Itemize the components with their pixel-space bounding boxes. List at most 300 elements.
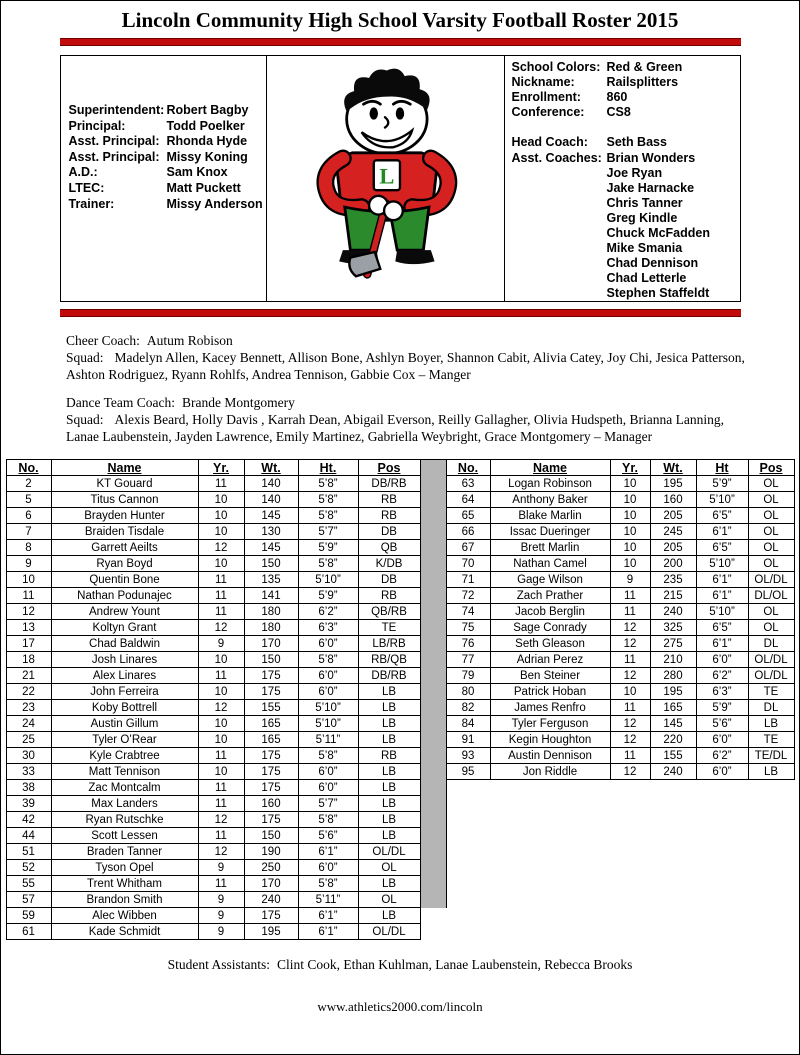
cell-ht: 6’0” xyxy=(298,780,358,796)
table-spacer xyxy=(420,812,446,828)
empty-cell xyxy=(490,812,610,828)
info-line xyxy=(512,105,740,120)
info-label: Asst. Principal: xyxy=(68,149,160,164)
cell-no: 91 xyxy=(446,732,490,748)
info-value: Seth Bass xyxy=(606,135,667,150)
info-label xyxy=(512,271,607,286)
cell-no: 74 xyxy=(446,604,490,620)
empty-cell xyxy=(610,860,650,876)
info-line xyxy=(512,196,740,211)
info-line xyxy=(512,286,740,301)
cell-name: Tyler Ferguson xyxy=(490,716,610,732)
cell-ht: 6’1” xyxy=(696,636,748,652)
cell-name: Issac Dueringer xyxy=(490,524,610,540)
info-label: A.D.: xyxy=(68,165,98,180)
cell-name: Anthony Baker xyxy=(490,492,610,508)
cell-no: 57 xyxy=(6,892,51,908)
table-row xyxy=(6,556,794,572)
cell-name: Max Landers xyxy=(51,796,198,812)
cell-name: Adrian Perez xyxy=(490,652,610,668)
info-line xyxy=(69,181,266,197)
cell-yr: 11 xyxy=(610,700,650,716)
info-value: 860 xyxy=(606,90,628,105)
info-label: Asst. Coaches: xyxy=(511,150,602,165)
cell-name: Koby Bottrell xyxy=(51,700,198,716)
info-label: Head Coach: xyxy=(511,135,588,150)
empty-cell xyxy=(650,796,696,812)
table-spacer xyxy=(420,620,446,636)
empty-cell xyxy=(610,844,650,860)
cell-pos: OL xyxy=(748,492,794,508)
cell-pos: DL xyxy=(748,700,794,716)
empty-cell xyxy=(696,860,748,876)
cell-no: 64 xyxy=(446,492,490,508)
cell-yr: 12 xyxy=(198,844,244,860)
cell-no: 23 xyxy=(6,700,51,716)
cell-pos: LB xyxy=(358,908,420,924)
cell-name: Blake Marlin xyxy=(490,508,610,524)
mascot-graphic xyxy=(296,63,474,295)
cell-pos: RB xyxy=(358,588,420,604)
info-label xyxy=(512,226,607,241)
cell-wt: 200 xyxy=(650,556,696,572)
empty-cell xyxy=(446,876,490,892)
red-divider-bottom xyxy=(60,309,741,317)
cell-ht: 5’8” xyxy=(298,812,358,828)
cell-wt: 280 xyxy=(650,668,696,684)
cell-pos: LB xyxy=(358,732,420,748)
empty-cell xyxy=(650,860,696,876)
info-value: Missy Koning xyxy=(166,149,248,164)
info-value: Chad Dennison xyxy=(606,256,699,271)
cell-wt: 250 xyxy=(244,860,298,876)
empty-cell xyxy=(748,876,794,892)
cell-wt: 150 xyxy=(244,556,298,572)
cell-ht: 5’8” xyxy=(298,652,358,668)
empty-cell xyxy=(748,860,794,876)
student-assistants-names: Clint Cook, Ethan Kuhlman, Lanae Laubenstein, Rebecca Brooks xyxy=(276,957,633,972)
cell-yr: 9 xyxy=(198,908,244,924)
cell-no: 30 xyxy=(6,748,51,764)
cell-pos: OL xyxy=(358,860,420,876)
cell-name: Alec Wibben xyxy=(51,908,198,924)
empty-cell xyxy=(446,908,490,924)
cell-no: 22 xyxy=(6,684,51,700)
cell-name: James Renfro xyxy=(490,700,610,716)
cell-pos: OL/DL xyxy=(358,924,420,940)
cell-yr: 10 xyxy=(198,764,244,780)
cell-no: 59 xyxy=(6,908,51,924)
empty-cell xyxy=(610,892,650,908)
cell-wt: 275 xyxy=(650,636,696,652)
cell-wt: 205 xyxy=(650,508,696,524)
empty-cell xyxy=(446,924,490,940)
info-line xyxy=(512,211,740,226)
cell-no: 44 xyxy=(6,828,51,844)
cell-wt: 205 xyxy=(650,540,696,556)
empty-cell xyxy=(610,876,650,892)
cell-name: John Ferreira xyxy=(51,684,198,700)
cell-wt: 175 xyxy=(244,780,298,796)
cell-no: 13 xyxy=(6,620,51,636)
empty-cell xyxy=(696,796,748,812)
cell-wt: 165 xyxy=(244,716,298,732)
cell-no: 77 xyxy=(446,652,490,668)
empty-cell xyxy=(650,876,696,892)
cell-ht: 6’1” xyxy=(696,524,748,540)
cell-ht: 6’0” xyxy=(696,764,748,780)
cell-pos: LB xyxy=(358,796,420,812)
cell-ht: 6’0” xyxy=(696,652,748,668)
cell-name: Seth Gleason xyxy=(490,636,610,652)
table-row xyxy=(6,892,794,908)
cell-ht: 5’10” xyxy=(298,700,358,716)
cell-name: Nathan Camel xyxy=(490,556,610,572)
cell-no: 2 xyxy=(6,476,51,492)
table-spacer xyxy=(420,460,446,476)
header-yr: Yr. xyxy=(610,460,650,476)
cell-wt: 145 xyxy=(244,540,298,556)
table-spacer xyxy=(420,892,446,908)
cell-pos: LB xyxy=(358,780,420,796)
cell-no: 65 xyxy=(446,508,490,524)
cell-name: Quentin Bone xyxy=(51,572,198,588)
cell-pos: OL xyxy=(748,556,794,572)
empty-cell xyxy=(610,812,650,828)
info-value: Greg Kindle xyxy=(606,210,678,225)
cell-ht: 5’6” xyxy=(696,716,748,732)
cell-ht: 6’2” xyxy=(696,748,748,764)
table-row xyxy=(6,572,794,588)
cell-ht: 6’1” xyxy=(696,572,748,588)
cell-yr: 12 xyxy=(198,812,244,828)
table-spacer xyxy=(420,636,446,652)
cell-name: Braiden Tisdale xyxy=(51,524,198,540)
cell-pos: DL xyxy=(748,636,794,652)
header-ht: Ht. xyxy=(298,460,358,476)
info-value: Stephen Staffeldt xyxy=(606,286,710,301)
cell-name: Koltyn Grant xyxy=(51,620,198,636)
info-line xyxy=(512,60,740,75)
cell-wt: 325 xyxy=(650,620,696,636)
table-row xyxy=(6,604,794,620)
cell-name: Tyler O’Rear xyxy=(51,732,198,748)
cell-pos: OL/DL xyxy=(748,652,794,668)
info-label xyxy=(512,196,607,211)
cell-no: 8 xyxy=(6,540,51,556)
empty-cell xyxy=(446,780,490,796)
info-line xyxy=(69,197,266,213)
info-value: Matt Puckett xyxy=(166,180,241,195)
table-spacer xyxy=(420,764,446,780)
empty-cell xyxy=(446,892,490,908)
cell-name: Tyson Opel xyxy=(51,860,198,876)
info-line xyxy=(69,119,266,135)
info-label xyxy=(512,241,607,256)
cell-wt: 245 xyxy=(650,524,696,540)
empty-cell xyxy=(696,780,748,796)
school-info-list xyxy=(505,56,740,301)
cell-name: Brett Marlin xyxy=(490,540,610,556)
info-line xyxy=(512,166,740,181)
footer-url: www.athletics2000.com/lincoln xyxy=(317,999,483,1014)
info-line xyxy=(512,90,740,105)
header-no: No. xyxy=(6,460,51,476)
cell-pos: OL xyxy=(748,524,794,540)
cell-ht: 6’0” xyxy=(298,860,358,876)
table-row xyxy=(6,796,794,812)
cell-wt: 220 xyxy=(650,732,696,748)
empty-cell xyxy=(650,908,696,924)
cell-wt: 175 xyxy=(244,764,298,780)
info-value: Chad Letterle xyxy=(606,271,687,286)
cell-yr: 11 xyxy=(198,876,244,892)
cell-yr: 10 xyxy=(610,684,650,700)
cell-no: 11 xyxy=(6,588,51,604)
cell-no: 76 xyxy=(446,636,490,652)
cell-ht: 5’10” xyxy=(696,604,748,620)
dance-coach-line xyxy=(66,394,751,411)
info-label: Principal: xyxy=(68,118,126,133)
cell-yr: 12 xyxy=(610,668,650,684)
cell-ht: 5’8” xyxy=(298,492,358,508)
cell-wt: 210 xyxy=(650,652,696,668)
table-spacer xyxy=(420,780,446,796)
cheer-coach-line xyxy=(66,332,751,349)
cell-ht: 6’2” xyxy=(298,604,358,620)
cell-no: 71 xyxy=(446,572,490,588)
student-assistants-label: Student Assistants: xyxy=(167,957,270,972)
info-line xyxy=(69,165,266,181)
table-spacer xyxy=(420,876,446,892)
cheer-squad-line xyxy=(66,349,751,383)
table-spacer xyxy=(420,684,446,700)
table-spacer xyxy=(420,476,446,492)
cell-yr: 10 xyxy=(610,524,650,540)
cell-wt: 165 xyxy=(244,732,298,748)
cell-no: 12 xyxy=(6,604,51,620)
info-line xyxy=(512,256,740,271)
cell-no: 18 xyxy=(6,652,51,668)
cell-pos: OL xyxy=(748,508,794,524)
header-pos: Pos xyxy=(748,460,794,476)
empty-cell xyxy=(650,780,696,796)
cell-no: 5 xyxy=(6,492,51,508)
cell-name: Ryan Boyd xyxy=(51,556,198,572)
cell-pos: LB xyxy=(748,764,794,780)
cell-no: 38 xyxy=(6,780,51,796)
table-row xyxy=(6,508,794,524)
cell-wt: 215 xyxy=(650,588,696,604)
cell-name: Trent Whitham xyxy=(51,876,198,892)
info-value xyxy=(607,120,610,135)
table-row xyxy=(6,540,794,556)
table-spacer xyxy=(420,796,446,812)
empty-cell xyxy=(748,796,794,812)
table-row xyxy=(6,668,794,684)
table-spacer xyxy=(420,524,446,540)
cell-wt: 240 xyxy=(244,892,298,908)
school-header-panel xyxy=(60,55,741,302)
table-row xyxy=(6,876,794,892)
cell-no: 93 xyxy=(446,748,490,764)
empty-cell xyxy=(610,780,650,796)
empty-cell xyxy=(490,844,610,860)
info-label: School Colors: xyxy=(511,60,601,74)
cell-wt: 175 xyxy=(244,668,298,684)
empty-cell xyxy=(490,860,610,876)
cell-no: 7 xyxy=(6,524,51,540)
cell-ht: 6’3” xyxy=(696,684,748,700)
mascot-letter: L xyxy=(379,163,395,189)
cell-no: 66 xyxy=(446,524,490,540)
empty-cell xyxy=(446,796,490,812)
cell-yr: 11 xyxy=(198,828,244,844)
cell-no: 17 xyxy=(6,636,51,652)
info-line xyxy=(512,120,740,135)
info-label: Nickname: xyxy=(511,75,575,90)
cell-pos: OL/DL xyxy=(358,844,420,860)
table-spacer xyxy=(420,908,446,924)
cell-ht: 5’10” xyxy=(298,572,358,588)
table-spacer xyxy=(420,700,446,716)
info-label xyxy=(512,120,607,135)
cell-name: Alex Linares xyxy=(51,668,198,684)
cell-pos: LB xyxy=(358,828,420,844)
cell-ht: 5’9” xyxy=(696,700,748,716)
cell-name: Ryan Rutschke xyxy=(51,812,198,828)
cell-pos: OL xyxy=(748,620,794,636)
cell-yr: 10 xyxy=(610,508,650,524)
cell-ht: 5’6” xyxy=(298,828,358,844)
cell-yr: 9 xyxy=(198,860,244,876)
table-row xyxy=(6,748,794,764)
cheer-squad-names: Madelyn Allen, Kacey Bennett, Allison Bone, Ashlyn Boyer, Shannon Cabit, Alivia Catey, Joy Chi, Jesica Patterson, Ashton Rodriguez, Ryann Rohlfs, Andrea Tennison, Gabbie Cox – Manger xyxy=(66,350,745,382)
page-title: Lincoln Community High School Varsity Football Roster 2015 xyxy=(121,8,679,32)
cell-name: Jacob Berglin xyxy=(490,604,610,620)
cell-yr: 10 xyxy=(198,684,244,700)
cell-pos: OL xyxy=(748,476,794,492)
empty-cell xyxy=(748,908,794,924)
empty-cell xyxy=(490,908,610,924)
info-line xyxy=(512,271,740,286)
cell-ht: 6’0” xyxy=(298,764,358,780)
cell-name: Zach Prather xyxy=(490,588,610,604)
cell-ht: 6’1” xyxy=(298,844,358,860)
roster-table-body xyxy=(6,460,794,940)
cell-yr: 11 xyxy=(198,780,244,796)
cell-name: Patrick Hoban xyxy=(490,684,610,700)
cell-yr: 12 xyxy=(198,540,244,556)
info-line xyxy=(512,241,740,256)
cell-wt: 150 xyxy=(244,652,298,668)
empty-cell xyxy=(748,780,794,796)
table-row xyxy=(6,636,794,652)
table-row xyxy=(6,732,794,748)
cell-pos: RB xyxy=(358,748,420,764)
table-spacer xyxy=(420,828,446,844)
cell-no: 52 xyxy=(6,860,51,876)
cell-wt: 175 xyxy=(244,684,298,700)
table-row xyxy=(6,700,794,716)
table-spacer xyxy=(420,588,446,604)
cell-no: 55 xyxy=(6,876,51,892)
empty-cell xyxy=(748,828,794,844)
empty-cell xyxy=(696,844,748,860)
empty-cell xyxy=(748,892,794,908)
cell-no: 10 xyxy=(6,572,51,588)
info-label: Trainer: xyxy=(68,196,115,211)
cell-wt: 155 xyxy=(650,748,696,764)
cell-wt: 175 xyxy=(244,812,298,828)
cell-yr: 11 xyxy=(198,796,244,812)
empty-cell xyxy=(490,876,610,892)
cell-yr: 11 xyxy=(610,588,650,604)
info-value: Mike Smania xyxy=(606,241,683,256)
empty-cell xyxy=(610,828,650,844)
table-spacer xyxy=(420,844,446,860)
cell-pos: DB xyxy=(358,524,420,540)
cell-name: KT Gouard xyxy=(51,476,198,492)
cell-ht: 5’11” xyxy=(298,732,358,748)
cell-wt: 140 xyxy=(244,476,298,492)
info-line xyxy=(512,75,740,90)
cell-ht: 5’8” xyxy=(298,556,358,572)
cell-name: Kade Schmidt xyxy=(51,924,198,940)
cell-pos: OL xyxy=(748,540,794,556)
info-line xyxy=(512,151,740,166)
header-name: Name xyxy=(51,460,198,476)
info-value: Rhonda Hyde xyxy=(166,134,248,149)
empty-cell xyxy=(650,812,696,828)
cell-yr: 9 xyxy=(198,892,244,908)
cell-wt: 175 xyxy=(244,908,298,924)
table-spacer xyxy=(420,748,446,764)
info-value: Red & Green xyxy=(606,60,683,74)
empty-cell xyxy=(748,844,794,860)
empty-cell xyxy=(446,844,490,860)
cheer-section xyxy=(66,332,751,383)
cell-ht: 6’1” xyxy=(298,924,358,940)
empty-cell xyxy=(650,924,696,940)
cell-ht: 6’2” xyxy=(696,668,748,684)
header-ht: Ht xyxy=(696,460,748,476)
cell-no: 84 xyxy=(446,716,490,732)
info-line xyxy=(512,135,740,150)
cell-yr: 9 xyxy=(610,572,650,588)
cell-pos: TE xyxy=(358,620,420,636)
cell-no: 24 xyxy=(6,716,51,732)
cell-ht: 6’5” xyxy=(696,620,748,636)
empty-cell xyxy=(490,924,610,940)
cell-wt: 155 xyxy=(244,700,298,716)
empty-cell xyxy=(446,812,490,828)
cell-wt: 180 xyxy=(244,604,298,620)
table-row xyxy=(6,764,794,780)
table-spacer xyxy=(420,732,446,748)
cell-name: Brayden Hunter xyxy=(51,508,198,524)
cell-yr: 10 xyxy=(610,476,650,492)
cell-no: 72 xyxy=(446,588,490,604)
cell-ht: 5’10” xyxy=(696,556,748,572)
cell-name: Matt Tennison xyxy=(51,764,198,780)
info-line xyxy=(512,181,740,196)
railsplitter-mascot-image xyxy=(267,56,505,301)
empty-cell xyxy=(748,924,794,940)
info-label xyxy=(512,256,607,271)
cell-wt: 190 xyxy=(244,844,298,860)
cell-name: Jon Riddle xyxy=(490,764,610,780)
